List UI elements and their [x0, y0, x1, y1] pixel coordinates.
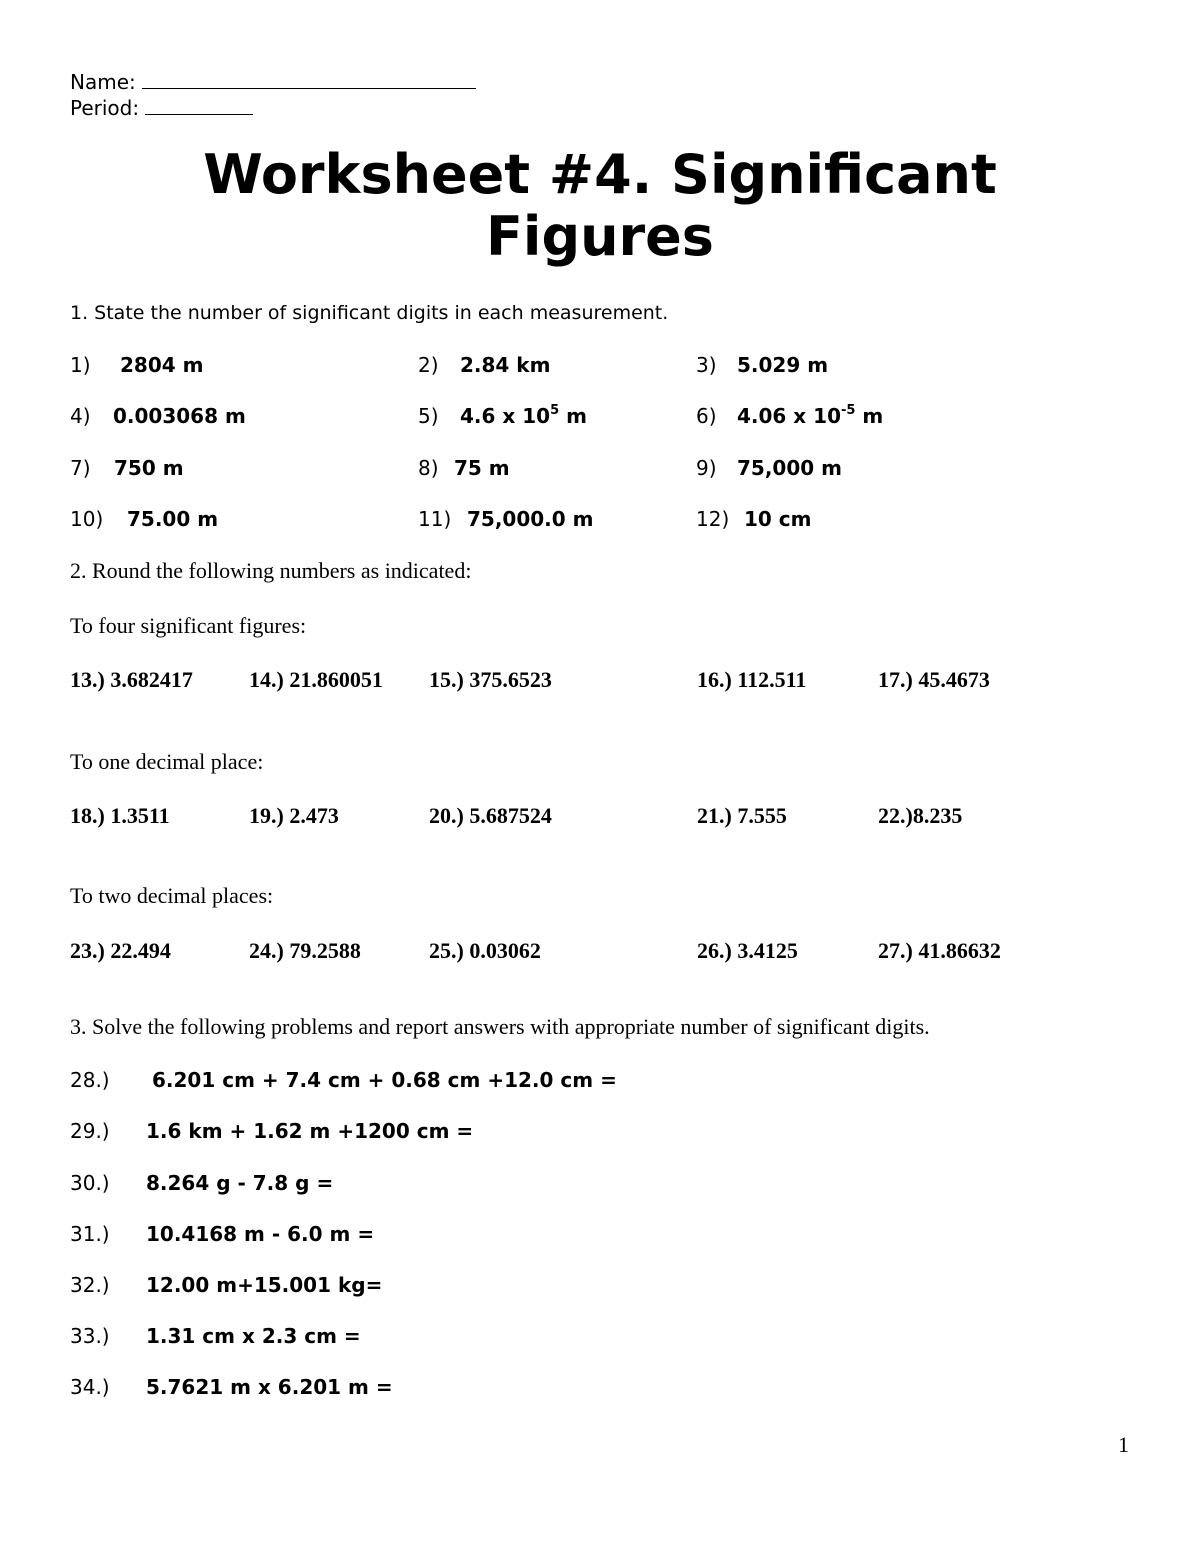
list-item: 1) 2804 m [70, 353, 204, 377]
list-item: 14.) 21.860051 [249, 667, 383, 692]
list-item: 26.) 3.4125 [697, 938, 798, 963]
list-item: 31.) 10.4168 m - 6.0 m = [70, 1222, 375, 1246]
list-item: 12) 10 cm [696, 507, 812, 531]
list-item: 4) 0.003068 m [70, 404, 246, 428]
title-line-2: Figures [486, 205, 714, 268]
list-item: 7) 750 m [70, 456, 184, 480]
name-blank[interactable] [142, 70, 476, 89]
period-field[interactable] [70, 96, 253, 120]
name-label: Name: [70, 70, 136, 94]
list-item: 27.) 41.86632 [878, 938, 1001, 963]
list-item: 20.) 5.687524 [429, 803, 552, 828]
group-label: To one decimal place: [70, 749, 264, 774]
list-item: 28.) 6.201 cm + 7.4 cm + 0.68 cm +12.0 cm = [70, 1068, 617, 1092]
list-item: 33.) 1.31 cm x 2.3 cm = [70, 1324, 361, 1348]
group-label: To four significant figures: [70, 613, 307, 638]
list-item: 10) 75.00 m [70, 507, 219, 531]
list-item: 19.) 2.473 [249, 803, 339, 828]
list-item: 34.) 5.7621 m x 6.201 m = [70, 1375, 393, 1399]
list-item: 30.) 8.264 g - 7.8 g = [70, 1171, 334, 1195]
page-title [0, 144, 1200, 268]
list-item: 24.) 79.2588 [249, 938, 361, 963]
period-label: Period: [70, 96, 140, 120]
list-item: 5) 4.6 x $10^5$ m [418, 403, 587, 428]
list-item: 21.) 7.555 [697, 803, 787, 828]
list-item: 32.) 12.00 m+15.001 kg= [70, 1273, 383, 1297]
name-field[interactable] [70, 70, 476, 94]
list-item: 2) 2.84 km [418, 353, 551, 377]
list-item: 29.) 1.6 km + 1.62 m +1200 cm = [70, 1119, 474, 1143]
group-label: To two decimal places: [70, 883, 274, 908]
list-item: 3) 5.029 m [696, 353, 829, 377]
list-item: 17.) 45.4673 [878, 667, 990, 692]
list-item: 25.) 0.03062 [429, 938, 541, 963]
list-item: 22.)8.235 [878, 803, 963, 828]
list-item: 15.) 375.6523 [429, 667, 552, 692]
list-item: 6) 4.06 x $10^{-5}$ m [696, 403, 884, 428]
title-line-1: Worksheet #4. Significant [203, 143, 997, 206]
list-item: 8) 75 m [418, 456, 510, 480]
period-blank[interactable] [145, 96, 253, 115]
section1-prompt: 1. State the number of significant digits in each measurement. [70, 302, 669, 324]
page-number: 1 [1118, 1432, 1129, 1457]
list-item: 23.) 22.494 [70, 938, 171, 963]
section3-prompt: 3. Solve the following problems and report answers with appropriate number of significant digits. [70, 1014, 930, 1039]
list-item: 16.) 112.511 [697, 667, 807, 692]
list-item: 13.) 3.682417 [70, 667, 193, 692]
list-item: 11) 75,000.0 m [418, 507, 594, 531]
list-item: 9) 75,000 m [696, 456, 842, 480]
list-item: 18.) 1.3511 [70, 803, 170, 828]
section2-prompt: 2. Round the following numbers as indicated: [70, 558, 472, 583]
